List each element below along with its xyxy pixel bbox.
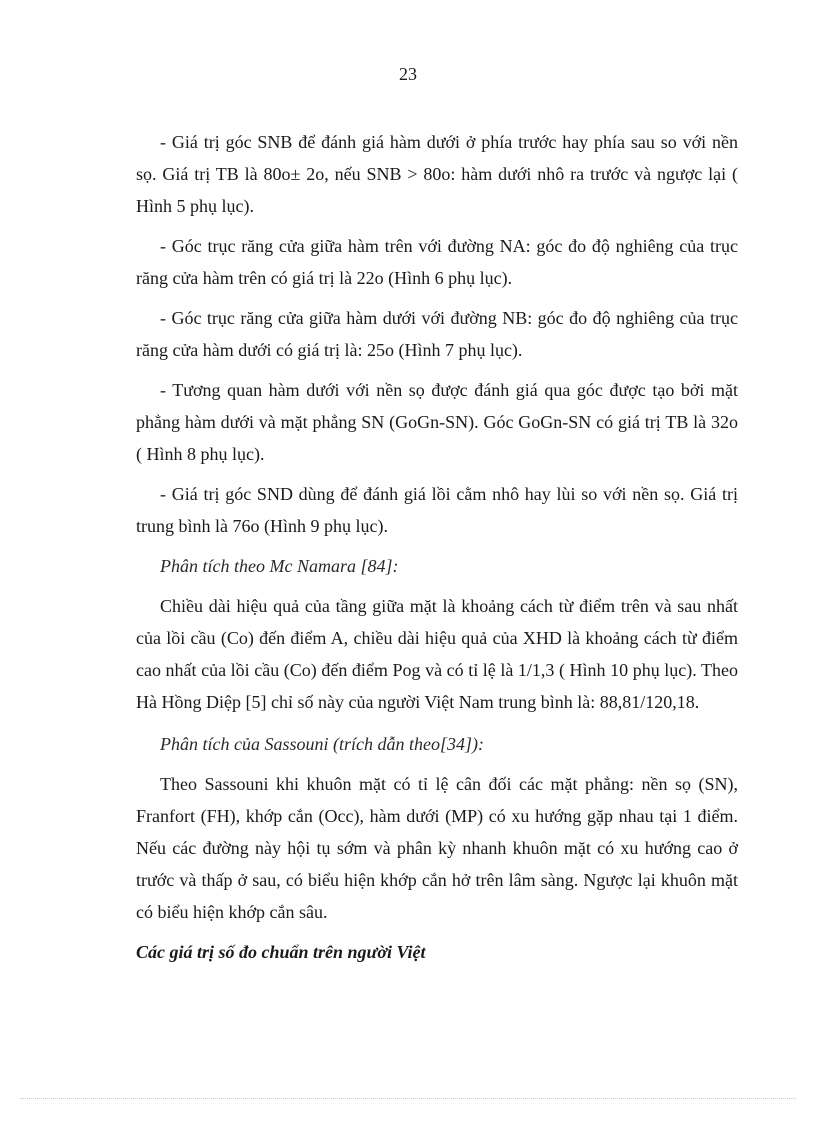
paragraph-gogn: - Tương quan hàm dưới với nền sọ được đánh giá qua góc được tạo bởi mặt phẳng hàm dưới và mặt phẳng SN (GoGn-SN). Góc GoGn-SN có giá trị TB là 32o ( Hình 8 phụ lục). (136, 380, 738, 464)
heading-mcnamara: Phân tích theo Mc Namara [84]: (160, 556, 399, 576)
heading-vietnam-norms: Các giá trị số đo chuẩn trên người Việt (136, 942, 426, 962)
page-number: 23 (399, 64, 417, 84)
paragraph-na: - Góc trục răng cửa giữa hàm trên với đường NA: góc đo độ nghiêng của trục răng cửa hàm trên có giá trị là 22o (Hình 6 phụ lục). (136, 236, 738, 288)
paragraph-snb: - Giá trị góc SNB để đánh giá hàm dưới ở phía trước hay phía sau so với nền sọ. Giá trị TB là 80o± 2o, nếu SNB > 80o: hàm dưới nhô ra trước và ngược lại ( Hình 5 phụ lục). (136, 132, 738, 216)
paragraph-snd: - Giá trị góc SND dùng để đánh giá lồi cằm nhô hay lùi so với nền sọ. Giá trị trung bình là 76o (Hình 9 phụ lục). (136, 484, 738, 536)
heading-sassouni: Phân tích của Sassouni (trích dẫn theo[34]): (160, 734, 484, 754)
footer-divider (20, 1098, 796, 1099)
document-body (136, 126, 738, 968)
paragraph-nb: - Góc trục răng cửa giữa hàm dưới với đường NB: góc đo độ nghiêng của trục răng cửa hàm dưới có giá trị là: 25o (Hình 7 phụ lục). (136, 308, 738, 360)
paragraph-sassouni: Theo Sassouni khi khuôn mặt có tỉ lệ cân đối các mặt phẳng: nền sọ (SN), Franfort (FH), khớp cắn (Occ), hàm dưới (MP) có xu hướng gặp nhau tại 1 điểm. Nếu các đường này hội tụ sớm và phân kỳ nhanh khuôn mặt có xu hướng cao ở trước và thấp ở sau, có biểu hiện khớp cắn hở trên lâm sàng. Ngược lại khuôn mặt có biểu hiện khớp cắn sâu. (136, 774, 738, 922)
paragraph-mcnamara: Chiều dài hiệu quả của tầng giữa mặt là khoảng cách từ điểm trên và sau nhất của lồi cầu (Co) đến điểm A, chiều dài hiệu quả của XHD là khoảng cách từ điểm cao nhất của lồi cầu (Co) đến điểm Pog và có tỉ lệ là 1/1,3 ( Hình 10 phụ lục). Theo Hà Hồng Diệp [5] chỉ số này của người Việt Nam trung bình là: 88,81/120,18. (136, 596, 738, 712)
